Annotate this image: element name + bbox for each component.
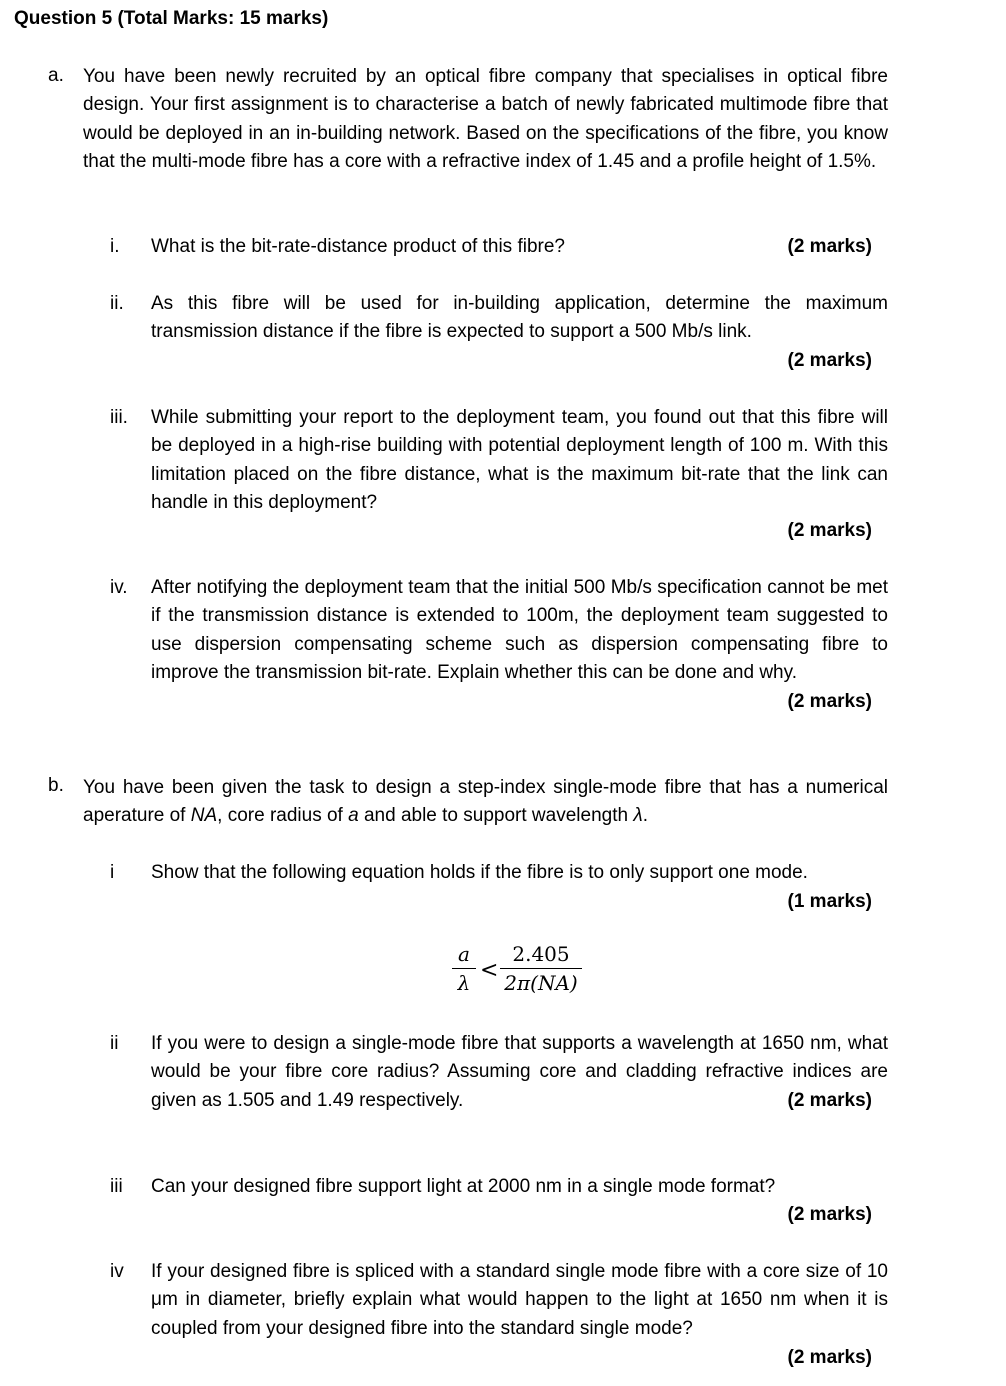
- part-a-item-4-marks: (2 marks): [787, 691, 872, 712]
- equation-right-denominator: 2π(NA): [504, 971, 578, 995]
- part-b-item-4-label: iv: [110, 1261, 124, 1282]
- equation-left-denominator: λ: [457, 971, 471, 995]
- part-a-item-4-text: After notifying the deployment team that the initial 500 Mb/s specification cannot be met if the transmission distance is extended to 100m, the deployment team suggested to use dispersion compensating scheme such as dispersion compensating fibre to improve the transmission bit-rate. Explain whether this can be done and why.: [151, 577, 888, 684]
- part-b-intro-text-2: , core radius of: [217, 805, 349, 827]
- part-a-label: a.: [48, 65, 64, 86]
- part-b-item-4-marks: (2 marks): [787, 1347, 872, 1368]
- part-b-item-1-text: Show that the following equation holds if the fibre is to only support one mode.: [151, 862, 808, 883]
- part-b-intro-a: a: [348, 805, 359, 827]
- equation-left-numerator: a: [458, 942, 470, 966]
- part-a-item-3-text: While submitting your report to the deployment team, you found out that this fibre will be deployed in a high-rise building with potential deployment length of 100 m. With this limitation placed on the fibre distance, what is the maximum bit-rate that the link can handle in this deployment?: [151, 407, 888, 514]
- question-title: Question 5 (Total Marks: 15 marks): [14, 8, 329, 29]
- part-b-item-2-marks: (2 marks): [787, 1090, 872, 1111]
- part-b-item-4-text: If your designed fibre is spliced with a standard single mode fibre with a core size of 10 μm in diameter, briefly explain what would happen to the light at 1650 nm when it is coupled from your designed fibre into the standard single mode?: [151, 1261, 888, 1339]
- part-a-item-2-label: ii.: [110, 293, 124, 314]
- part-b-intro-text-3: and able to support wavelength: [358, 805, 634, 827]
- part-b-item-3-label: iii: [110, 1176, 123, 1197]
- part-a-item-4-label: iv.: [110, 577, 128, 598]
- part-a-item-1-label: i.: [110, 236, 120, 257]
- part-b-item-2-label: ii: [110, 1033, 119, 1054]
- equation-left-fraction: [452, 942, 476, 995]
- part-a-item-3-marks: (2 marks): [787, 520, 872, 541]
- part-a-item-1-text: What is the bit-rate-distance product of this fibre?: [151, 236, 565, 257]
- equation-right-fraction: [500, 942, 582, 995]
- equation-right-fraction-bar: [500, 968, 582, 969]
- part-b-item-3-text: Can your designed fibre support light at 2000 nm in a single mode format?: [151, 1176, 776, 1197]
- part-b-intro: [83, 774, 888, 831]
- part-b-item-1-label: i: [110, 862, 115, 883]
- equation-right-numerator: 2.405: [512, 942, 570, 966]
- part-b-intro-na: NA: [190, 805, 218, 827]
- part-b-intro-lambda: λ: [633, 805, 643, 827]
- part-a-item-2-marks: (2 marks): [787, 350, 872, 371]
- part-b-intro-text-4: .: [642, 805, 648, 827]
- part-a-item-1-marks: (2 marks): [787, 236, 872, 257]
- part-b-item-1-marks: (1 marks): [787, 891, 872, 912]
- equation-left-fraction-bar: [452, 968, 476, 969]
- equation-operator: <: [480, 958, 499, 983]
- single-mode-equation: [452, 940, 592, 1004]
- part-b-intro-text-1: You have been given the task to design a step-index single-mode fibre that has a numerical aperature of: [83, 777, 888, 827]
- part-a-item-2-text: As this fibre will be used for in-building application, determine the maximum transmission distance if the fibre is expected to support a 500 Mb/s link.: [151, 293, 888, 343]
- part-a-item-3-label: iii.: [110, 407, 128, 428]
- part-b-item-3-marks: (2 marks): [787, 1204, 872, 1225]
- part-a-intro: You have been newly recruited by an optical fibre company that specialises in optical fibre design. Your first assignment is to characterise a batch of newly fabricated multimode fibre that would be deployed in an in-building network. Based on the specifications of the fibre, you know that the multi-mode fibre has a core with a refractive index of 1.45 and a profile height of 1.5%.: [83, 66, 888, 173]
- part-b-label: b.: [48, 775, 64, 796]
- part-b-item-2-text: If you were to design a single-mode fibre that supports a wavelength at 1650 nm, what would be your fibre core radius? Assuming core and cladding refractive indices are given as 1.505 and 1.49 respectively.: [151, 1033, 888, 1111]
